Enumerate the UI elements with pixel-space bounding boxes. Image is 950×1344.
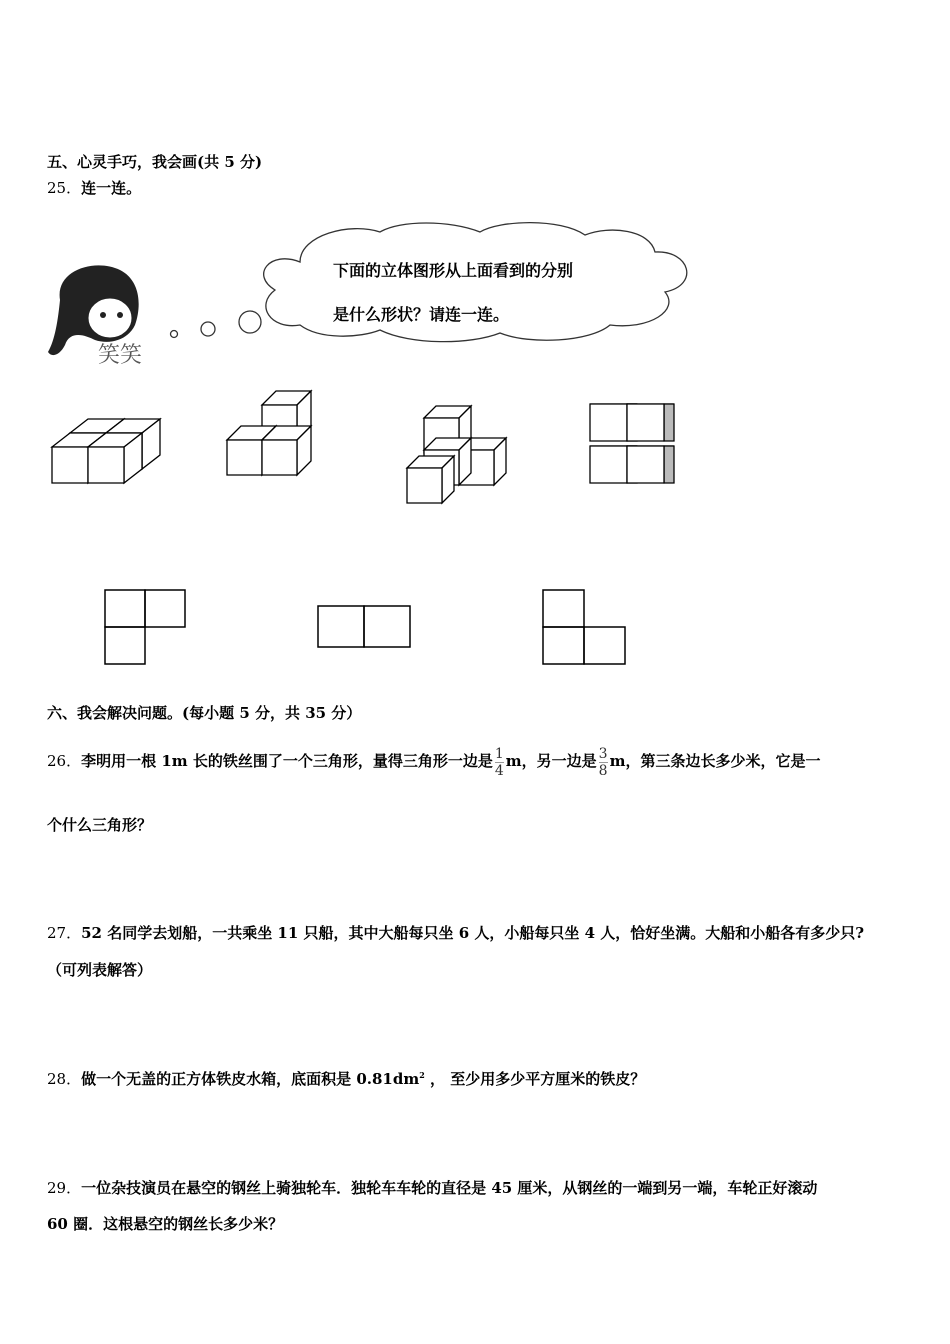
cube-front-face xyxy=(227,440,262,475)
top-view-2 xyxy=(318,606,410,647)
cube-front-face xyxy=(407,468,442,503)
q27-number: 27． xyxy=(47,924,82,942)
numerator: 1 xyxy=(494,745,504,762)
cloud-text-line1: 下面的立体图形从上面看到的分别 xyxy=(333,261,574,280)
top-views xyxy=(105,590,625,664)
cube-front-face xyxy=(88,447,124,483)
q29-line2: 60 圈．这根悬空的钢丝长多少米？ xyxy=(47,1215,284,1233)
q26-text: m，另一边是 xyxy=(505,752,597,770)
q26-text: 李明用一根 1m 长的铁丝围了一个三角形，量得三角形一边是 xyxy=(81,752,493,770)
q27 xyxy=(47,922,864,943)
solid-figures xyxy=(52,370,674,503)
q28-number: 28． xyxy=(47,1070,82,1088)
character-name: 笑笑 xyxy=(98,343,143,368)
cube-front-face xyxy=(627,404,664,441)
q26 xyxy=(47,736,820,786)
cube-side-face xyxy=(664,446,674,483)
q26-number: 26． xyxy=(47,752,82,770)
denominator: 8 xyxy=(598,762,608,779)
q28-text: ， 至少用多少平方厘米的铁皮？ xyxy=(424,1070,646,1088)
section5-title: 五、心灵手巧，我会画(共 5 分) xyxy=(47,153,263,171)
cube-front-face xyxy=(627,446,664,483)
section6-title: 六、我会解决问题。(每小题 5 分，共 35 分） xyxy=(47,704,362,722)
top-view-3 xyxy=(543,590,625,664)
q28-text: 做一个无盖的正方体铁皮水箱，底面积是 0.81dm xyxy=(81,1070,420,1088)
q26-line2: 个什么三角形？ xyxy=(47,816,153,834)
q25-number: 25． xyxy=(47,179,82,197)
q28 xyxy=(47,1068,645,1089)
q29-number: 29． xyxy=(47,1179,82,1197)
cube-side-face xyxy=(664,404,674,441)
q26-text: m，第三条边长多少米，它是一 xyxy=(609,752,821,770)
cloud-text-line2: 是什么形状？请连一连。 xyxy=(333,305,510,324)
numerator: 3 xyxy=(598,745,608,762)
cube-front-face xyxy=(590,404,627,441)
superscript: 2 xyxy=(419,1070,425,1080)
q27-text: 52 名同学去划船，一共乘坐 11 只船，其中大船每只坐 6 人，小船每只坐 4 人，恰好坐满。大船和小船各有多少只? xyxy=(81,924,865,942)
q29-text: 一位杂技演员在悬空的钢丝上骑独轮车．独轮车车轮的直径是 45 厘米，从钢丝的一端到另一端，车轮正好滚动 xyxy=(81,1179,818,1197)
fraction-1-4 xyxy=(495,746,504,779)
cube-front-face xyxy=(52,447,88,483)
cube-front-face xyxy=(262,440,297,475)
q25-text: 连一连。 xyxy=(81,179,142,197)
q29 xyxy=(47,1177,817,1198)
fraction-3-8 xyxy=(599,746,608,779)
q27-line2: （可列表解答） xyxy=(47,961,153,979)
cube-front-face xyxy=(590,446,627,483)
top-view-1 xyxy=(105,590,185,664)
denominator: 4 xyxy=(494,762,504,779)
